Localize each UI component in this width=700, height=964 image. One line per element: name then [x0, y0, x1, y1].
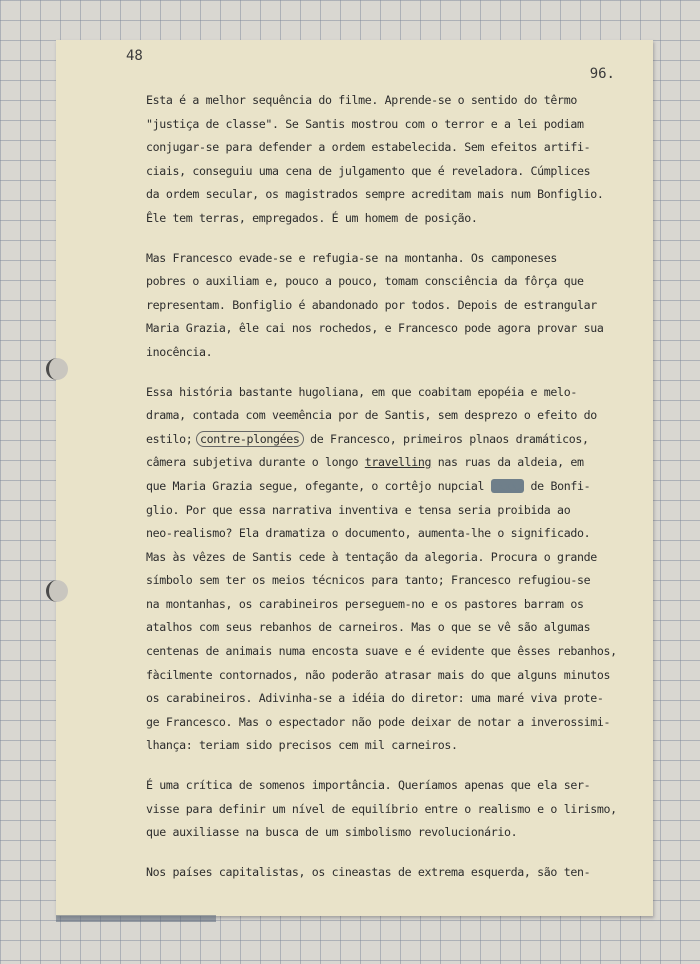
text-segment: drama, contada com veemência por de Santis, sem desprezo o efeito do [146, 408, 597, 423]
text-line [146, 341, 666, 365]
text-line [146, 381, 666, 405]
text-segment: fàcilmente contornados, não poderão atrasar mais do que alguns minutos [146, 667, 611, 682]
text-segment: Nos países capitalistas, os cineastas de extrema esquerda, são ten- [146, 864, 591, 879]
text-line [146, 160, 666, 184]
text-segment: Maria Grazia, êle cai nos rochedos, e Francesco pode agora provar sua [146, 321, 604, 336]
text-line [146, 451, 666, 475]
text-segment: conjugar-se para defender a ordem estabelecida. Sem efeitos artifi- [146, 140, 591, 155]
text-line [146, 499, 666, 523]
typewritten-page [56, 40, 653, 916]
paragraph [146, 247, 666, 365]
text-segment: que Maria Grazia segue, ofegante, o cortêjo nupcial [146, 478, 491, 493]
text-line [146, 247, 666, 271]
text-segment: Êle tem terras, empregados. É um homem de posição. [146, 210, 478, 225]
text-segment: visse para definir um nível de equilíbrio entre o realismo e o lirismo, [146, 801, 617, 816]
text-line [146, 113, 666, 137]
text-segment: É uma crítica de somenos importância. Queríamos apenas que ela ser- [146, 778, 591, 793]
text-segment: Esta é a melhor sequência do filme. Aprende-se o sentido do têrmo [146, 93, 577, 107]
text-segment: "justiça de classe". Se Santis mostrou com o terror e a lei podiam [146, 116, 584, 131]
text-segment: ge Francesco. Mas o espectador não pode deixar de notar a inverossimi- [146, 714, 611, 729]
text-segment: câmera subjetiva durante o longo [146, 455, 365, 470]
text-line [146, 428, 666, 452]
folio-number: 48 [126, 48, 143, 64]
text-segment: representam. Bonfiglio é abandonado por todos. Depois de estrangular [146, 297, 597, 312]
tape-strip [56, 915, 216, 922]
text-line [146, 616, 666, 640]
text-line [146, 711, 666, 735]
text-line [146, 270, 666, 294]
paragraph [146, 774, 666, 845]
ink-blot: xxxxx [490, 478, 524, 493]
marked-text: contre-plongées [196, 431, 303, 447]
text-segment: centenas de animais numa encosta suave e é evidente que êsses rebanhos, [146, 644, 617, 659]
text-segment: atalhos com seus rebanhos de carneiros. Mas o que se vê são algumas [146, 620, 591, 635]
text-line [146, 475, 666, 499]
text-segment: lhança: teriam sido precisos cem mil carneiros. [146, 738, 458, 753]
text-line [146, 404, 666, 428]
paragraph [146, 89, 666, 231]
paragraph [146, 381, 666, 759]
text-segment: estilo; [146, 431, 200, 446]
text-segment: glio. Por que essa narrativa inventiva e tensa seria proibida ao [146, 502, 571, 517]
text-line [146, 136, 666, 160]
text-segment: Mas às vêzes de Santis cede à tentação da alegoria. Procura o grande [146, 549, 597, 564]
text-segment: os carabineiros. Adivinha-se a idéia do diretor: uma maré viva prote- [146, 691, 604, 706]
marked-text: travelling [364, 455, 432, 470]
text-line [146, 183, 666, 207]
text-segment: que auxiliasse na busca de um simbolismo revolucionário. [146, 825, 518, 840]
text-segment: ciais, conseguiu uma cena de julgamento que é reveladora. Cúmplices [146, 163, 591, 178]
text-line [146, 569, 666, 593]
text-segment: Mas Francesco evade-se e refugia-se na montanha. Os camponeses [146, 250, 558, 265]
text-line [146, 207, 666, 231]
text-line [146, 522, 666, 546]
text-line [146, 294, 666, 318]
text-segment: inocência. [146, 344, 213, 359]
text-segment: na montanhas, os carabineiros perseguem-no e os pastores barram os [146, 596, 584, 611]
text-line [146, 640, 666, 664]
text-line [146, 798, 666, 822]
text-segment: de Francesco, primeiros plnaos dramáticos, [303, 431, 589, 446]
text-segment: pobres o auxiliam e, pouco a pouco, tomam consciência da fôrça que [146, 274, 584, 289]
text-line [146, 664, 666, 688]
text-line [146, 774, 666, 798]
text-line [146, 687, 666, 711]
punch-hole [46, 358, 68, 380]
body-text [146, 89, 666, 900]
page-number: 96. [589, 66, 615, 82]
text-line [146, 734, 666, 758]
text-segment: da ordem secular, os magistrados sempre acreditam mais num Bonfiglio. [146, 187, 604, 202]
text-segment: nas ruas da aldeia, em [431, 455, 584, 470]
text-line [146, 317, 666, 341]
text-line [146, 861, 666, 885]
text-line [146, 89, 666, 113]
text-segment: Essa história bastante hugoliana, em que coabitam epopéia e melo- [146, 384, 577, 399]
text-segment: neo-realismo? Ela dramatiza o documento, aumenta-lhe o significado. [146, 526, 591, 541]
punch-hole [46, 580, 68, 602]
paragraph [146, 861, 666, 885]
text-segment: símbolo sem ter os meios técnicos para tanto; Francesco refugiou-se [146, 573, 591, 588]
text-line [146, 546, 666, 570]
text-segment: de Bonfi- [523, 478, 591, 493]
text-line [146, 821, 666, 845]
text-line [146, 593, 666, 617]
